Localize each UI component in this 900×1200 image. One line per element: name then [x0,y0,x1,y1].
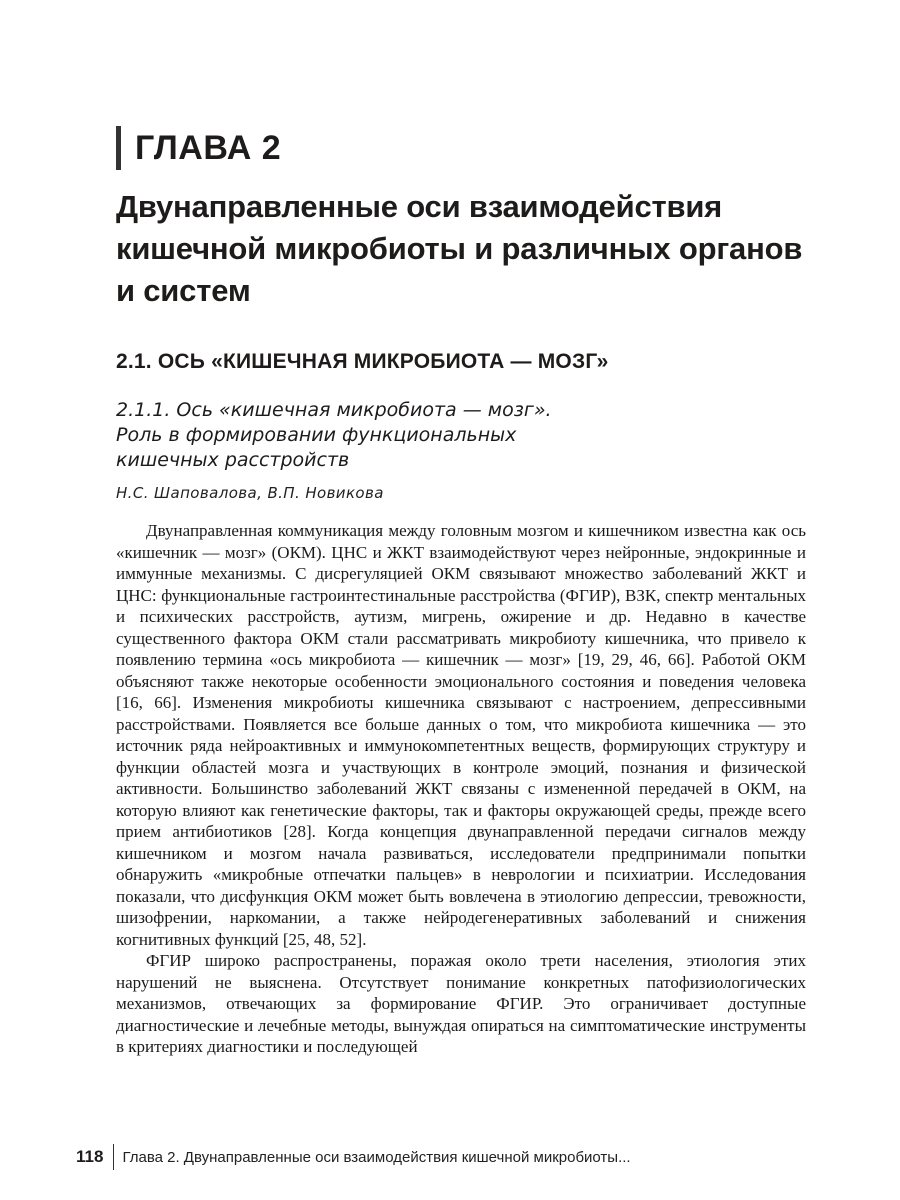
page-footer [76,1144,631,1170]
running-head: Глава 2. Двунаправленные оси взаимодействия кишечной микробиоты... [122,1148,631,1166]
page-number: 118 [76,1147,104,1166]
footer-divider [113,1144,114,1170]
chapter-heading [116,126,281,170]
subsection-title [116,398,636,473]
subsection-title-line: кишечных расстройств [116,449,350,471]
subsection-title-line: Роль в формировании функциональных [116,424,517,446]
chapter-title: Двунаправленные оси взаимодействия кишечной микробиоты и различных органов и систем [116,189,803,308]
paragraph: Двунаправленная коммуникация между головным мозгом и кишечником известна как ось «кишечник — мозг» (ОКМ). ЦНС и ЖКТ взаимодействуют через нейронные, эндокринные и иммунные механизмы. С дисрегуляцией ОКМ связывают множество заболеваний ЖКТ и ЦНС: функциональные гастроинтестинальные расстройства (ФГИР), ВЗК, спектр ментальных и психических расстройств, аутизм, мигрень, ожирение и др. Недавно в качестве существенного фактора ОКМ стали рассматривать микробиоту кишечника, что привело к появлению термина «ось микробиота — кишечник — мозг» [19, 29, 46, 66]. Работой ОКМ объясняют также некоторые особенности эмоционального состояния и поведения человека [16, 66]. Изменения микробиоты кишечника связывают с настроением, депрессивными расстройствами. Появляется все больше данных о том, что микробиота кишечника — это источник ряда нейроактивных и иммунокомпетентных веществ, формирующих структуру и функции областей мозга и участвующих в контроле эмоций, познания и физической активности. Большинство заболеваний ЖКТ связаны с измененной передачей в ОКМ, на которую влияют как генетические факторы, так и факторы окружающей среды, прежде всего прием антибиотиков [28]. Когда концепция двунаправленной передачи сигналов между кишечником и мозгом начала развиваться, исследователи предпринимали попытки обнаружить «микробные отпечатки пальцев» в неврологии и психиатрии. Исследования показали, что дисфункция ОКМ может быть вовлечена в этиологию депрессии, тревожности, шизофрении, наркомании, а также нейродегенеративных заболеваний и снижения когнитивных функций [25, 48, 52]. [116,521,806,949]
chapter-label: ГЛАВА 2 [135,128,282,167]
section-title: 2.1. ОСЬ «КИШЕЧНАЯ МИКРОБИОТА — МОЗГ» [116,350,609,373]
body-text [116,520,806,1058]
chapter-marker-bar [116,126,121,170]
authors: Н.С. Шаповалова, В.П. Новикова [116,484,384,502]
paragraph: ФГИР широко распространены, поражая около трети населения, этиология этих нарушений не выяснена. Отсутствует понимание конкретных патофизиологических механизмов, отвечающих за формирование ФГИР. Это ограничивает доступные диагностические и лечебные методы, вынуждая опираться на симптоматические инструменты в критериях диагностики и последующей [116,951,806,1056]
subsection-title-line: 2.1.1. Ось «кишечная микробиота — мозг». [116,399,552,421]
